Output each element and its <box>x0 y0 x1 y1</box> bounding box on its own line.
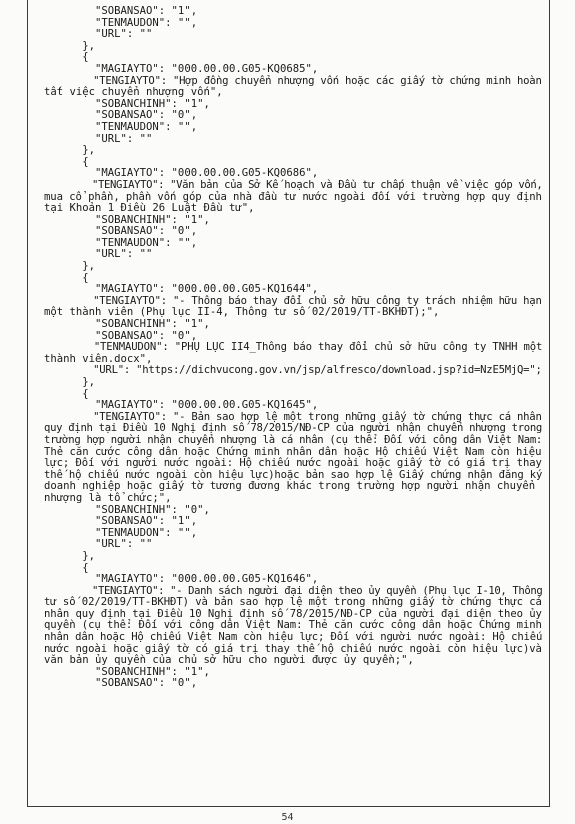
code-line: }, <box>44 549 96 562</box>
code-line: doanh nghiệp hoặc giấy tờ tương đương khác trong trường hợp người nhận chuyển <box>44 480 536 493</box>
code-line: "SOBANCHINH": "1", <box>44 213 210 226</box>
code-line: Thẻ căn cước công dân hoặc Chứng minh nhân dân hoặc Hộ chiếu Việt Nam còn hiệu <box>44 445 542 458</box>
code-line: }, <box>44 260 96 273</box>
code-line: thế hộ chiếu nước ngoài còn hiệu lực)hoặc bản sao hợp lệ Giấy chứng nhận đăng ký <box>44 468 543 481</box>
code-line: "TENMAUDON": "", <box>44 236 198 249</box>
code-line: thành viên.docx", <box>44 352 153 365</box>
code-line: tất việc chuyển nhượng vốn", <box>44 86 223 99</box>
code-line: "SOBANSAO": "1", <box>44 515 198 528</box>
code-line: mua cổ phần, phần vốn góp của nhà đầu tư nước ngoài đối với trường hợp quy định <box>44 190 542 203</box>
code-line: { <box>44 271 89 284</box>
code-line: }, <box>44 39 96 52</box>
code-line: nhân quy định tại Điều 10 Nghị định số 78/2015/NĐ-CP của người đại diện theo ủy <box>44 607 542 620</box>
code-line: nhân dân hoặc Hộ chiếu Việt Nam còn hiệu lực; Đối với người nước ngoài: Hộ chiếu <box>44 631 543 644</box>
code-line: "MAGIAYTO": "000.00.00.G05-KQ0685", <box>44 62 319 75</box>
code-line: }, <box>44 144 96 157</box>
code-line: "SOBANCHINH": "0", <box>44 503 210 516</box>
code-line: "SOBANCHINH": "1", <box>44 318 210 331</box>
code-line: { <box>44 387 89 400</box>
code-line: "TENMAUDON": "", <box>44 16 198 29</box>
code-line: quy định tại Điều 10 Nghị định số 78/2015/NĐ-CP của người nhận chuyển nhượng trong <box>44 422 542 435</box>
code-line: "TENGIAYTO": "- Danh sách người đại diện theo ủy quyền (Phụ lục I-10, Thông <box>44 584 543 597</box>
code-line: "TENMAUDON": "", <box>44 526 198 539</box>
code-line: một thành viên (Phụ lục II-4, Thông tư số 02/2019/TT-BKHĐT);", <box>44 306 440 319</box>
code-line: "MAGIAYTO": "000.00.00.G05-KQ1645", <box>44 399 319 412</box>
code-line: }, <box>44 376 96 388</box>
code-line: "SOBANCHINH": "1", <box>44 665 210 678</box>
code-line: tư số 02/2019/TT-BKHĐT) và bản sao hợp lệ một trong những giấy tờ chứng thực cá <box>44 596 542 609</box>
code-line: "MAGIAYTO": "000.00.00.G05-KQ0686", <box>44 167 319 180</box>
code-line: "URL": "" <box>44 538 153 551</box>
code-line: văn bản ủy quyền của chủ sở hữu cho người được ủy quyền;", <box>44 654 414 667</box>
json-code-block <box>44 6 542 690</box>
code-line: "URL": "" <box>44 132 153 145</box>
code-line: "SOBANSAO": "0", <box>44 329 198 342</box>
code-line: trường hợp người nhận chuyển nhượng là cá nhân (cụ thể: Đối với công dân Việt Nam: <box>44 433 542 446</box>
code-line: "TENGIAYTO": "- Thông báo thay đổi chủ sở hữu công ty trách nhiệm hữu hạn <box>44 294 542 307</box>
code-line: { <box>44 51 89 64</box>
code-line: { <box>44 561 89 574</box>
code-line: nhượng là tổ chức;", <box>44 491 172 504</box>
code-line: "SOBANSAO": "1", <box>44 5 198 17</box>
code-line: "MAGIAYTO": "000.00.00.G05-KQ1646", <box>44 573 319 586</box>
code-line: lực; Đối với người nước ngoài: Hộ chiếu nước ngoài hoặc giấy tờ có giá trị thay <box>44 457 542 470</box>
code-line: quyền (cụ thể: Đối với công dân Việt Nam: Thẻ căn cước công dân hoặc Chứng minh <box>44 619 542 632</box>
code-line: "TENGIAYTO": "Văn bản của Sở Kế hoạch và Đầu tư chấp thuận về việc góp vốn, <box>44 178 543 191</box>
code-line: "SOBANSAO": "0", <box>44 677 198 690</box>
code-line: "TENMAUDON": "PHỤ LỤC II4_Thông báo thay đổi chủ sở hữu công ty TNHH một <box>44 341 543 354</box>
code-line: "TENGIAYTO": "Hợp đồng chuyển nhượng vốn hoặc các giấy tờ chứng minh hoàn <box>44 74 542 87</box>
code-line: "SOBANSAO": "0", <box>44 225 198 238</box>
code-line: nước ngoài hoặc giấy tờ có giá trị thay thế hộ chiếu nước ngoài còn hiệu lực)và <box>44 642 542 655</box>
code-line: "URL": "" <box>44 248 153 261</box>
code-line: tại Khoản 1 Điều 26 Luật Đầu tư", <box>44 202 255 215</box>
code-line: "URL": "" <box>44 28 153 41</box>
code-line: "TENMAUDON": "", <box>44 120 198 133</box>
code-line: "SOBANSAO": "0", <box>44 109 198 122</box>
page-number: 54 <box>281 812 294 823</box>
code-line: "SOBANCHINH": "1", <box>44 97 210 110</box>
code-line: "TENGIAYTO": "- Bản sao hợp lệ một trong những giấy tờ chứng thực cá nhân <box>44 410 542 423</box>
code-line: { <box>44 155 89 168</box>
code-line: "MAGIAYTO": "000.00.00.G05-KQ1644", <box>44 283 319 296</box>
code-line: "URL": "https://dichvucong.gov.vn/jsp/alfresco/download.jsp?id=NzE5MjQ="; <box>44 364 542 377</box>
